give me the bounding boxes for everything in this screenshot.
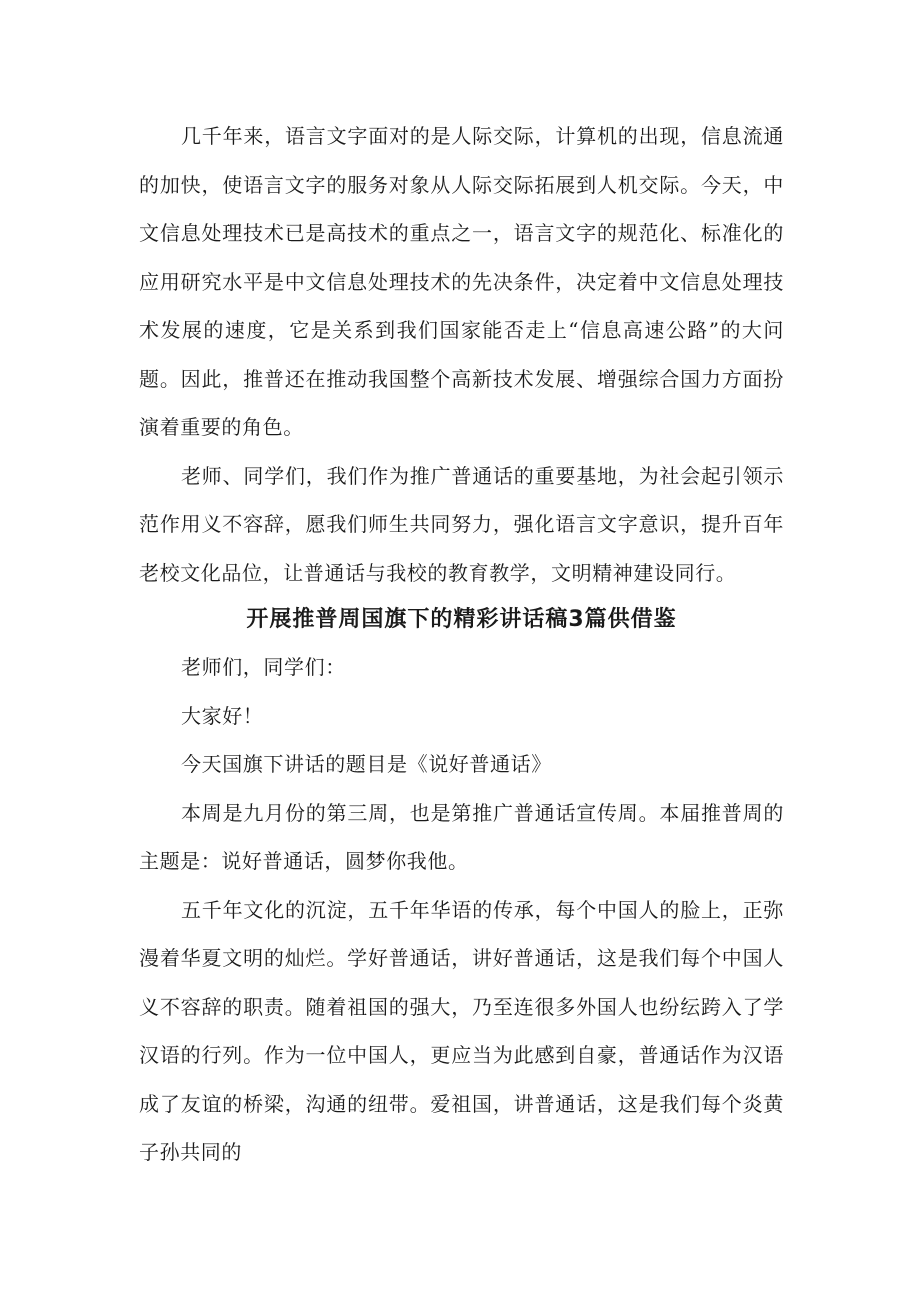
- paragraph-teachers-students-call: 老师、同学们，我们作为推广普通话的重要基地，为社会起引领示范作用义不容辞，愿我们师生共同努力，强化语言文字意识，提升百年老校文化品位，让普通话与我校的教育教学，文明精神建设同行。: [139, 463, 784, 585]
- section-title: 开展推普周国旗下的精彩讲话稿3篇供借鉴: [246, 607, 677, 632]
- paragraph-speech-topic: 今天国旗下讲话的题目是《说好普通话》: [181, 752, 552, 776]
- paragraph-promotion-week-theme: 本周是九月份的第三周，也是第推广普通话宣传周。本届推普周的主题是：说好普通话，圆梦你我他。: [139, 800, 784, 873]
- paragraph-greeting-salutation: 老师们，同学们：: [181, 655, 346, 679]
- paragraph-greeting-hello: 大家好！: [181, 703, 264, 728]
- paragraph-computing-significance: 几千年来，语言文字面对的是人际交际，计算机的出现，信息流通的加快，使语言文字的服务对象从人际交际拓展到人机交际。今天，中文信息处理技术已是高技术的重点之一，语言文字的规范化、标准化的应用研究水平是中文信息处理技术的先决条件，决定着中文信息处理技术发展的速度，它是关系到我们国家能否走上“信息高速公路”的大问题。因此，推普还在推动我国整个高新技术发展、增强综合国力方面扮演着重要的角色。: [139, 124, 784, 439]
- document-body: [139, 112, 784, 1177]
- paragraph-chinese-culture: 五千年文化的沉淀，五千年华语的传承，每个中国人的脸上，正弥漫着华夏文明的灿烂。学好普通话，讲好普通话，这是我们每个中国人义不容辞的职责。随着祖国的强大，乃至连很多外国人也纷纭跨入了学汉语的行列。作为一位中国人，更应当为此感到自豪，普通话作为汉语成了友谊的桥梁，沟通的纽带。爱祖国，讲普通话，这是我们每个炎黄子孙共同的: [139, 897, 784, 1164]
